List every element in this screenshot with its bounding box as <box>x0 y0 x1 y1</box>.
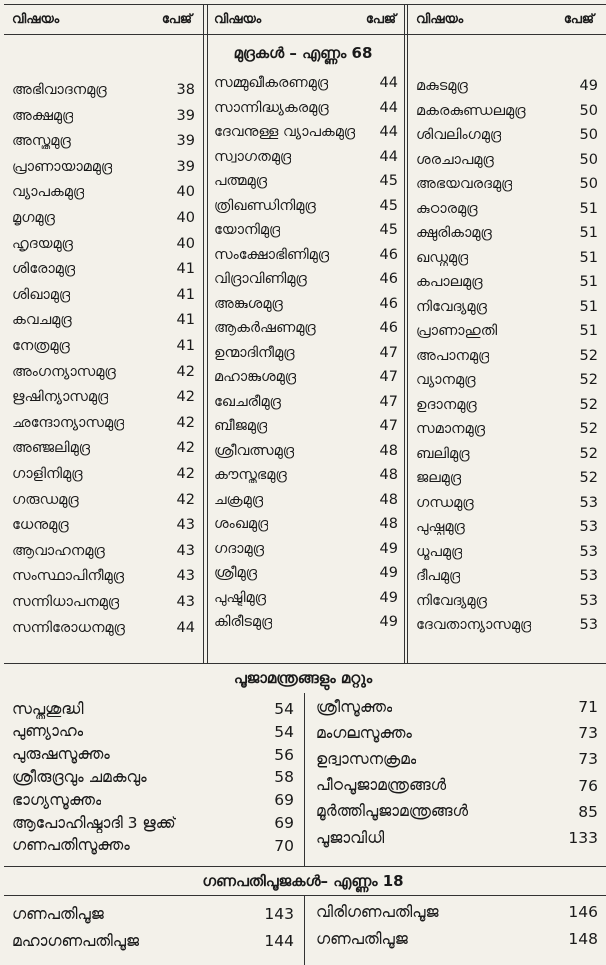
toc-entry <box>12 157 195 177</box>
toc-entry <box>12 362 195 382</box>
column-divider <box>207 4 208 663</box>
entry-page-number: 43 <box>176 568 195 585</box>
entry-page-number: 51 <box>579 200 598 217</box>
entry-title: പുണ്യാഹം <box>12 722 84 741</box>
toc-entry <box>416 517 598 537</box>
toc-entry <box>214 416 398 436</box>
toc-entry <box>214 220 398 240</box>
toc-entry <box>416 174 598 194</box>
entry-page-number: 46 <box>379 246 398 263</box>
toc-entry <box>416 566 598 586</box>
entry-page-number: 52 <box>579 396 598 413</box>
entry-page-number: 71 <box>578 698 598 716</box>
entry-page-number: 148 <box>568 930 598 948</box>
toc-entry <box>416 370 598 390</box>
entry-title: അക്ഷമുദ്ര <box>12 107 74 124</box>
toc-entry <box>12 413 195 433</box>
toc-entry <box>214 171 398 191</box>
entry-page-number: 53 <box>579 568 598 584</box>
toc-entry <box>214 147 398 167</box>
entry-title: ഗാളിനിമുദ്ര <box>12 466 83 482</box>
entry-title: ശ്രീസൂക്തം <box>316 697 393 716</box>
entry-page-number: 53 <box>579 494 598 511</box>
page-heading: പേജ് <box>563 11 594 27</box>
entry-page-number: 54 <box>274 722 294 741</box>
toc-entry <box>214 392 398 412</box>
toc-entry <box>214 563 398 583</box>
entry-page-number: 70 <box>274 836 294 855</box>
page-heading: പേജ് <box>365 11 396 27</box>
toc-entry <box>12 722 294 742</box>
entry-title: നേത്രമുദ്ര <box>12 338 70 354</box>
section-title: മുദ്രകൾ – എണ്ണം 68 <box>233 44 373 62</box>
toc-entry <box>214 514 398 534</box>
page-heading: പേജ് <box>161 11 192 27</box>
entry-title: ആപോഹിഷ്ഠാദി 3 ഋക്ക് <box>12 813 176 832</box>
toc-entry <box>214 490 398 510</box>
entry-title: ഭാഗ്യസൂക്തം <box>12 790 102 809</box>
column-divider <box>407 4 408 663</box>
entry-title: സന്നിരോധനമുദ്ര <box>12 619 125 636</box>
section-title: പൂജാമന്ത്രങ്ങളും മറ്റും <box>233 669 373 687</box>
entry-page-number: 53 <box>579 592 598 609</box>
entry-title: അസ്ത്രമുദ്ര <box>12 133 71 150</box>
toc-entry <box>316 802 598 822</box>
entry-page-number: 54 <box>274 700 294 718</box>
entry-title: ദേവനുള്ള വ്യാപകമുദ്ര <box>214 124 356 140</box>
entry-title: മൃഗമുദ്ര <box>12 210 55 226</box>
entry-page-number: 47 <box>379 418 398 434</box>
entry-title: സ്വാഗതമുദ്ര <box>214 148 292 165</box>
entry-title: അഭിവാദനമുദ്ര <box>12 82 107 98</box>
column-divider <box>304 895 305 965</box>
toc-entry <box>316 902 598 922</box>
toc-entry <box>316 828 598 848</box>
toc-entry <box>12 234 195 254</box>
entry-page-number: 49 <box>579 78 598 94</box>
entry-page-number: 50 <box>579 176 598 192</box>
entry-page-number: 69 <box>274 814 294 832</box>
toc-entry <box>214 269 398 289</box>
entry-page-number: 52 <box>579 347 598 364</box>
entry-title: ഗണപതിസൂക്തം <box>12 836 130 855</box>
entry-page-number: 39 <box>176 158 195 175</box>
toc-entry <box>12 745 294 765</box>
entry-title: ബീജമുദ്ര <box>214 418 268 434</box>
entry-page-number: 51 <box>579 249 598 266</box>
entry-title: ഗണപതിപൂജ <box>12 904 104 923</box>
entry-page-number: 39 <box>176 107 195 124</box>
toc-entry <box>316 929 598 949</box>
entry-title: ബലിമുദ്ര <box>416 445 470 462</box>
entry-page-number: 52 <box>579 445 598 462</box>
entry-title: മകരകുണ്ഡലമുദ്ര <box>416 102 526 119</box>
entry-page-number: 144 <box>264 932 294 950</box>
entry-title: അഭയവരദമുദ്ര <box>416 176 513 192</box>
entry-title: നിവേദ്യമുദ്ര <box>416 298 487 315</box>
entry-page-number: 44 <box>176 619 195 636</box>
entry-title: അഞ്ജലിമുദ്ര <box>12 440 91 457</box>
entry-page-number: 45 <box>379 173 398 189</box>
entry-page-number: 42 <box>176 491 195 508</box>
entry-title: പീഠപൂജാമന്ത്രങ്ങൾ <box>316 776 447 795</box>
entry-page-number: 52 <box>579 372 598 388</box>
entry-title: സമ്മുഖീകരണമുദ്ര <box>214 75 329 91</box>
entry-title: കപാലമുദ്ര <box>416 274 483 290</box>
entry-page-number: 45 <box>379 197 398 214</box>
entry-title: ശംഖമുദ്ര <box>214 516 269 532</box>
entry-title: അപാനമുദ്ര <box>416 347 490 364</box>
entry-title: ശ്രീരുദ്രവും ചമകവും <box>12 767 147 786</box>
subject-heading: വിഷയം <box>214 11 262 27</box>
toc-entry <box>214 343 398 363</box>
toc-entry <box>12 836 294 856</box>
toc-entry <box>12 336 195 356</box>
entry-title: പൂജാവിധി <box>316 828 385 847</box>
toc-entry <box>12 208 195 228</box>
toc-entry <box>316 776 598 796</box>
entry-title: മകുടമുദ്ര <box>416 78 468 94</box>
entry-page-number: 76 <box>578 776 598 795</box>
toc-entry <box>214 465 398 485</box>
toc-entry <box>12 931 294 951</box>
section-rule <box>4 895 606 896</box>
toc-entry <box>12 515 195 535</box>
entry-page-number: 47 <box>379 344 398 361</box>
column-header <box>12 4 192 34</box>
entry-title: സംസ്ഥാപിനീമുദ്ര <box>12 568 125 585</box>
entry-page-number: 46 <box>379 320 398 336</box>
entry-page-number: 56 <box>274 745 294 764</box>
entry-page-number: 44 <box>379 99 398 116</box>
entry-page-number: 40 <box>176 210 195 226</box>
toc-entry <box>12 438 195 458</box>
toc-entry <box>12 566 195 586</box>
toc-entry <box>12 592 195 612</box>
toc-entry <box>12 813 294 833</box>
entry-title: പുരുഷസൂക്തം <box>12 745 110 764</box>
entry-title: നിവേദ്യമുദ്ര <box>416 592 487 609</box>
entry-title: കവചമുദ്ര <box>12 312 72 329</box>
entry-title: ശരചാപമുദ്ര <box>416 151 494 168</box>
toc-entry <box>12 285 195 305</box>
entry-page-number: 73 <box>578 724 598 743</box>
entry-title: സന്നിധാപനമുദ്ര <box>12 594 120 610</box>
entry-title: ഹൃദയമുദ്ര <box>12 235 73 252</box>
toc-entry <box>416 150 598 170</box>
entry-title: വ്യാനമുദ്ര <box>416 372 476 388</box>
toc-entry <box>214 318 398 338</box>
column-divider <box>404 4 405 663</box>
entry-page-number: 45 <box>379 222 398 238</box>
entry-title: വിരിഗണപതിപൂജ <box>316 902 439 921</box>
entry-title: ജലമുദ്ര <box>416 470 462 486</box>
entry-title: ധേനുമുദ്ര <box>12 517 69 534</box>
entry-page-number: 143 <box>264 905 294 923</box>
toc-entry <box>214 367 398 387</box>
entry-title: പുഷ്പമുദ്ര <box>416 519 465 535</box>
entry-page-number: 49 <box>379 589 398 606</box>
toc-entry <box>12 767 294 787</box>
entry-page-number: 50 <box>579 127 598 143</box>
entry-page-number: 39 <box>176 133 195 150</box>
entry-title: ക്ഷുരികാമുദ്ര <box>416 225 492 241</box>
entry-page-number: 38 <box>176 82 195 98</box>
entry-title: സപ്തശുദ്ധി <box>12 699 84 718</box>
entry-page-number: 51 <box>579 298 598 315</box>
entry-page-number: 42 <box>176 363 195 380</box>
toc-entry <box>12 106 195 126</box>
toc-entry <box>214 98 398 118</box>
toc-entry <box>416 321 598 341</box>
toc-entry <box>12 182 195 202</box>
column-divider <box>203 4 204 663</box>
toc-entry <box>316 697 598 717</box>
toc-entry <box>416 76 598 96</box>
entry-page-number: 46 <box>379 271 398 287</box>
entry-title: ആകർഷണമുദ്ര <box>214 320 316 336</box>
toc-entry <box>214 441 398 461</box>
entry-page-number: 47 <box>379 393 398 410</box>
toc-entry <box>214 245 398 265</box>
entry-page-number: 49 <box>379 614 398 630</box>
toc-entry <box>416 248 598 268</box>
toc-entry <box>316 749 598 769</box>
entry-title: ചക്രമുദ്ര <box>214 491 264 508</box>
toc-entry <box>12 387 195 407</box>
section-rule <box>4 663 606 664</box>
entry-page-number: 133 <box>568 829 598 847</box>
entry-title: മംഗലസൂക്തം <box>316 723 412 742</box>
toc-entry <box>316 723 598 743</box>
toc-entry <box>214 122 398 142</box>
entry-page-number: 53 <box>579 617 598 633</box>
toc-entry <box>12 904 294 924</box>
entry-title: ശിഖാമുദ്ര <box>12 286 71 303</box>
entry-title: മഹാങ്കുശമുദ്ര <box>214 369 297 385</box>
toc-entry <box>12 310 195 330</box>
entry-title: ശിരോമുദ്ര <box>12 261 76 278</box>
toc-entry <box>214 73 398 93</box>
column-header <box>416 4 594 34</box>
entry-title: കൗസ്തുഭമുദ്ര <box>214 467 287 483</box>
entry-page-number: 42 <box>176 389 195 406</box>
entry-title: പ്രാണായാമമുദ്ര <box>12 158 113 175</box>
entry-title: ശ്രീവത്സമുദ്ര <box>214 442 295 459</box>
entry-page-number: 69 <box>274 791 294 810</box>
entry-page-number: 43 <box>176 594 195 610</box>
toc-entry <box>416 101 598 121</box>
toc-entry <box>416 199 598 219</box>
column-divider <box>304 693 305 866</box>
toc-entry <box>416 468 598 488</box>
entry-title: വിദ്രാവിണിമുദ്ര <box>214 271 307 287</box>
entry-title: ദീപമുദ്ര <box>416 568 461 584</box>
entry-page-number: 48 <box>379 516 398 532</box>
entry-page-number: 53 <box>579 519 598 535</box>
entry-page-number: 49 <box>379 540 398 557</box>
entry-page-number: 43 <box>176 542 195 559</box>
toc-entry <box>214 539 398 559</box>
toc-entry <box>416 419 598 439</box>
entry-title: ആവാഹനമുദ്ര <box>12 542 105 559</box>
toc-entry <box>12 259 195 279</box>
entry-title: ശിവലിംഗമുദ്ര <box>416 127 502 143</box>
subject-heading: വിഷയം <box>12 11 60 27</box>
entry-page-number: 50 <box>579 102 598 119</box>
entry-title: ഗദാമുദ്ര <box>214 540 265 557</box>
entry-page-number: 49 <box>379 565 398 581</box>
toc-entry <box>416 493 598 513</box>
entry-title: സാന്നിദ്ധ്യകരമുദ്ര <box>214 99 329 116</box>
entry-title: ദേവതാന്യാസമുദ്ര <box>416 617 532 633</box>
entry-page-number: 44 <box>379 75 398 91</box>
column-header <box>214 4 396 34</box>
entry-title: വ്യാപകമുദ്ര <box>12 184 85 201</box>
toc-entry <box>12 618 195 638</box>
entry-title: ഋഷിന്യാസമുദ്ര <box>12 389 109 406</box>
toc-entry <box>416 223 598 243</box>
subject-heading: വിഷയം <box>416 11 464 27</box>
entry-page-number: 48 <box>379 467 398 483</box>
toc-entry <box>12 464 195 484</box>
entry-page-number: 53 <box>579 543 598 560</box>
entry-page-number: 52 <box>579 470 598 486</box>
toc-entry <box>12 490 195 510</box>
entry-page-number: 46 <box>379 295 398 312</box>
entry-title: പ്രാണാഹുതി <box>416 323 498 339</box>
toc-entry <box>214 588 398 608</box>
toc-entry <box>12 131 195 151</box>
entry-page-number: 42 <box>176 414 195 431</box>
entry-page-number: 48 <box>379 491 398 508</box>
entry-page-number: 40 <box>176 235 195 252</box>
entry-page-number: 40 <box>176 184 195 201</box>
toc-entry <box>12 541 195 561</box>
entry-page-number: 48 <box>379 442 398 459</box>
entry-page-number: 58 <box>274 768 294 787</box>
toc-entry <box>214 196 398 216</box>
entry-title: ഛന്ദോന്യാസമുദ്ര <box>12 414 125 431</box>
entry-title: ഗരുഡമുദ്ര <box>12 491 79 508</box>
entry-page-number: 43 <box>176 517 195 534</box>
toc-entry <box>12 699 294 719</box>
entry-title: ഉദാനമുദ്ര <box>416 396 477 413</box>
entry-page-number: 51 <box>579 323 598 339</box>
toc-entry <box>416 542 598 562</box>
entry-title: സംക്ഷോഭിണിമുദ്ര <box>214 246 330 263</box>
entry-page-number: 50 <box>579 151 598 168</box>
entry-title: അങ്കുശമുദ്ര <box>214 295 283 312</box>
entry-page-number: 51 <box>579 225 598 241</box>
entry-page-number: 146 <box>568 903 598 921</box>
toc-entry <box>416 346 598 366</box>
entry-title: ത്രിഖണ്ഡിനിമുദ്ര <box>214 197 316 214</box>
toc-entry <box>416 272 598 292</box>
toc-entry <box>214 612 398 632</box>
toc-entry <box>12 790 294 810</box>
entry-title: ഖഡ്ഗമുദ്ര <box>416 249 469 266</box>
toc-entry <box>416 297 598 317</box>
header-rule <box>4 34 606 35</box>
entry-title: ഗണപതിപൂജ <box>316 929 408 948</box>
entry-title: മൂർത്തിപൂജാമന്ത്രങ്ങൾ <box>316 802 469 821</box>
entry-title: മഹാഗണപതിപൂജ <box>12 931 140 950</box>
entry-title: കുഠാരമുദ്ര <box>416 200 478 217</box>
entry-title: ഉന്മാദിനീമുദ്ര <box>214 344 295 361</box>
section-title: ഗണപതിപൂജകൾ– എണ്ണം 18 <box>202 872 404 890</box>
entry-title: ശ്രീമുദ്ര <box>214 565 258 581</box>
entry-title: അംഗന്യാസമുദ്ര <box>12 363 116 380</box>
entry-title: ഖേചരീമുദ്ര <box>214 393 281 410</box>
toc-entry <box>416 444 598 464</box>
entry-page-number: 51 <box>579 274 598 290</box>
toc-entry <box>12 80 195 100</box>
entry-title: കിരീടമുദ്ര <box>214 614 273 630</box>
entry-page-number: 44 <box>379 148 398 165</box>
entry-page-number: 73 <box>578 750 598 769</box>
entry-page-number: 42 <box>176 440 195 457</box>
entry-page-number: 41 <box>176 286 195 303</box>
toc-entry <box>416 125 598 145</box>
entry-page-number: 42 <box>176 466 195 482</box>
entry-page-number: 41 <box>176 312 195 329</box>
entry-title: യോനിമുദ്ര <box>214 222 281 238</box>
entry-page-number: 52 <box>579 421 598 437</box>
entry-page-number: 85 <box>578 802 598 821</box>
entry-title: ധൂപമുദ്ര <box>416 543 463 560</box>
toc-entry <box>214 294 398 314</box>
entry-title: ഉദ്വാസനക്രമം <box>316 749 417 768</box>
toc-entry <box>416 615 598 635</box>
entry-title: പത്മമുദ്ര <box>214 173 268 189</box>
entry-title: പുഷ്ടിമുദ്ര <box>214 589 266 606</box>
entry-page-number: 47 <box>379 369 398 385</box>
toc-entry <box>416 591 598 611</box>
entry-title: ഗന്ധമുദ്ര <box>416 494 474 511</box>
entry-page-number: 41 <box>176 261 195 278</box>
toc-entry <box>416 395 598 415</box>
entry-page-number: 44 <box>379 124 398 140</box>
section-rule <box>4 866 606 867</box>
entry-title: സമാനമുദ്ര <box>416 421 486 437</box>
entry-page-number: 41 <box>176 338 195 354</box>
